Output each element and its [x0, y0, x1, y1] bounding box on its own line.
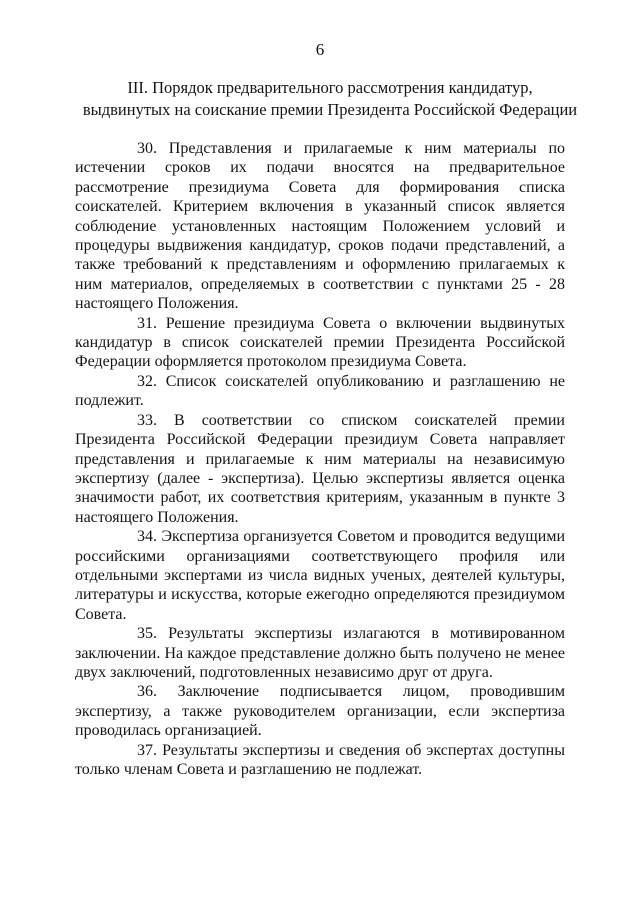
paragraph-30: 30. Представления и прилагаемые к ним материалы по истечении сроков их подачи вносятся на предварительное рассмотрение президиума Совета для формирования списка соискателей. Критерием включения в указанный список является соблюдение установленных настоящим Положением условий и процедуры выдвижения кандидатур, сроков подачи представлений, а также требований к представлениям и оформлению прилагаемых к ним материалов, определяемых в соответствии с пунктами 25 - 28 настоящего Положения. — [75, 140, 565, 313]
section-title-line-2: выдвинутых на соискание премии Президента Российской Федерации — [82, 100, 578, 119]
paragraph-33: 33. В соответствии со списком соискателей премии Президента Российской Федерации президиум Совета направляет представления и прилагаемые к ним материалы на независимую экспертизу (далее - экспертиза). Целью экспертизы является оценка значимости работ, их соответствия критериям, указанным в пункте 3 настоящего Положения. — [75, 411, 565, 526]
paragraph-31: 31. Решение президиума Совета о включении выдвинутых кандидатур в список соискателей премии Президента Российской Федерации оформляется протоколом президиума Совета. — [75, 314, 565, 371]
section-title-line-1: III. Порядок предварительного рассмотрения кандидатур, — [127, 78, 533, 97]
paragraph-36: 36. Заключение подписывается лицом, проводившим экспертизу, а также руководителем организации, если экспертиза проводилась организацией. — [75, 683, 565, 740]
paragraph-34: 34. Экспертиза организуется Советом и проводится ведущими российскими организациями соответствующего профиля или отдельными экспертами из числа видных ученых, деятелей культуры, литературы и искусства, которые ежегодно определяются президиумом Совета. — [75, 528, 565, 623]
page-number: 6 — [315, 40, 325, 59]
paragraph-37: 37. Результаты экспертизы и сведения об экспертах доступны только членам Совета и разглашению не подлежат. — [75, 741, 565, 778]
paragraph-32: 32. Список соискателей опубликованию и разглашению не подлежит. — [75, 372, 565, 410]
document-body — [75, 139, 565, 779]
paragraph-35: 35. Результаты экспертизы излагаются в мотивированном заключении. На каждое представление должно быть получено не менее двух заключений, подготовленных независимо друг от друга. — [75, 625, 565, 681]
section-title — [70, 77, 590, 121]
